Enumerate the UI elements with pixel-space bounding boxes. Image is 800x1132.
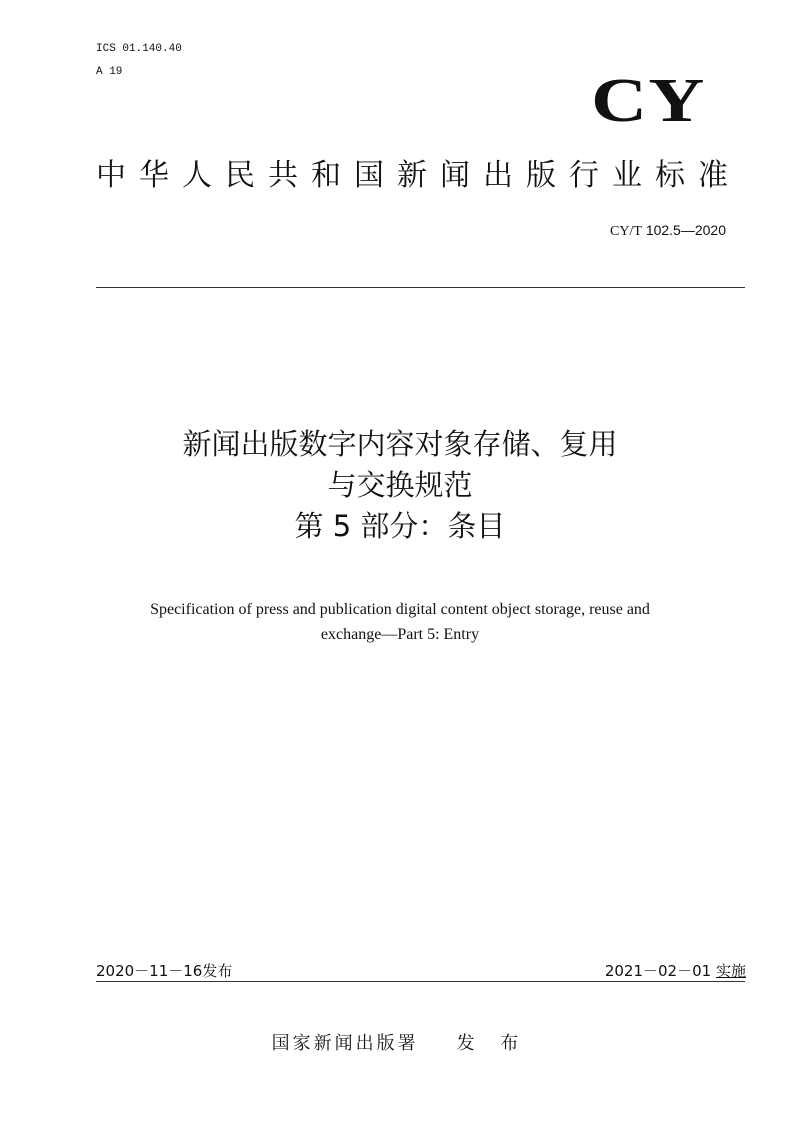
effective-date-label: 实施	[715, 962, 746, 980]
bottom-divider	[96, 981, 745, 982]
effective-date-value: 2021－02－01	[604, 962, 712, 980]
issue-date	[96, 962, 232, 980]
clc-code: A 19	[96, 66, 123, 78]
standard-number-prefix: CY/T	[610, 224, 642, 239]
issue-date-label: 发布	[202, 962, 233, 980]
title-line-1: 新闻出版数字内容对象存储、复用	[182, 427, 618, 461]
standard-number	[610, 221, 726, 241]
standard-number-value: 102.5—2020	[645, 222, 726, 238]
publisher-line	[0, 1033, 800, 1055]
cy-logo: CY	[591, 67, 706, 135]
publisher-label: 发 布	[456, 1033, 529, 1054]
issue-date-value: 2020－11－16	[96, 962, 203, 980]
title-line-2: 与交换规范	[327, 468, 473, 502]
top-divider	[96, 287, 745, 288]
publisher-name: 国家新闻出版署	[271, 1033, 419, 1054]
english-title-line-1: Specification of press and publication digital content object storage, reuse and	[150, 601, 650, 618]
english-title-line-2: exchange—Part 5: Entry	[320, 626, 480, 643]
document-title	[0, 424, 800, 547]
standard-type: 中华人民共和国新闻出版行业标准	[96, 158, 741, 193]
english-title	[0, 597, 800, 647]
title-line-3: 第 5 部分：条目	[294, 509, 506, 543]
ics-code: ICS 01.140.40	[96, 43, 182, 55]
effective-date	[605, 962, 746, 980]
